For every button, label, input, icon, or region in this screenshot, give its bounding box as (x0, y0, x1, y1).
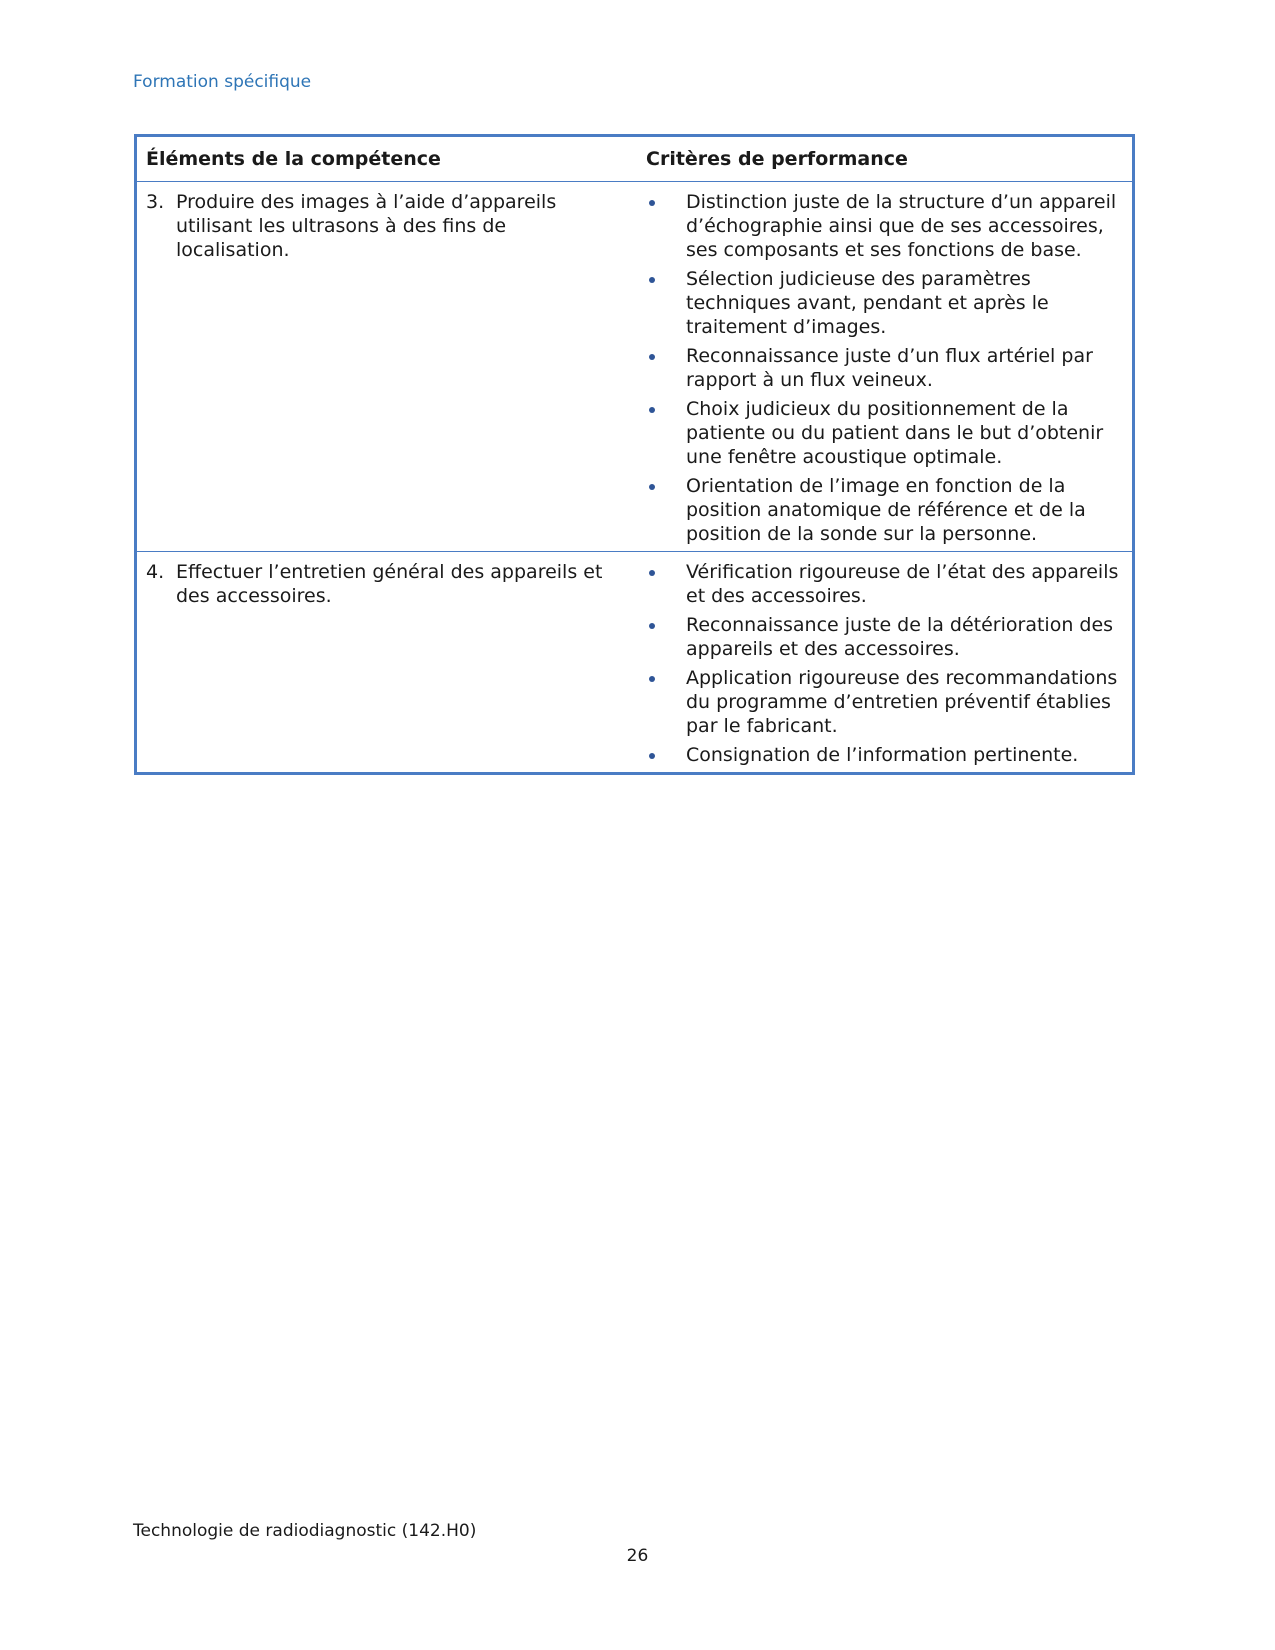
criteria-text: Reconnaissance juste de la détérioration des appareils et des accessoires. (686, 614, 1114, 660)
competence-table (134, 134, 1135, 775)
criteria-text: Application rigoureuse des recommandations du programme d’entretien préventif établies par le fabricant. (686, 667, 1118, 737)
criteria-item (646, 666, 1132, 738)
criteria-item (646, 190, 1132, 262)
element-text: Effectuer l’entretien général des appareils et des accessoires. (176, 561, 603, 607)
criteria-text: Vérification rigoureuse de l’état des appareils et des accessoires. (686, 561, 1119, 607)
criteria-item (646, 560, 1132, 608)
element-number: 3. (146, 191, 165, 213)
bullet-icon (646, 190, 686, 262)
element-text: Produire des images à l’aide d’appareils utilisant les ultrasons à des fins de localisation. (176, 191, 557, 261)
section-header: Formation spécifique (133, 72, 312, 92)
criteria-item (646, 743, 1132, 767)
criteria-text: Choix judicieux du positionnement de la patiente ou du patient dans le but d’obtenir une fenêtre acoustique optimale. (686, 398, 1104, 468)
criteria-item (646, 474, 1132, 546)
page-number: 26 (626, 1546, 649, 1566)
criteria-list (646, 190, 1132, 546)
criteria-text: Reconnaissance juste d’un flux artériel par rapport à un flux veineux. (686, 345, 1093, 391)
bullet-icon (646, 560, 686, 608)
bullet-icon (646, 397, 686, 469)
bullet-icon (646, 743, 686, 767)
criteria-item (646, 344, 1132, 392)
header-elements: Éléments de la compétence (146, 148, 441, 170)
table-row (137, 551, 1132, 772)
bullet-icon (646, 474, 686, 546)
header-criteria: Critères de performance (646, 148, 908, 170)
bullet-icon (646, 613, 686, 661)
criteria-list (646, 560, 1132, 767)
criteria-item (646, 613, 1132, 661)
criteria-item (646, 397, 1132, 469)
competence-element (146, 560, 637, 608)
criteria-text: Distinction juste de la structure d’un appareil d’échographie ainsi que de ses accessoires, ses composants et ses fonctions de base. (686, 191, 1117, 261)
criteria-text: Orientation de l’image en fonction de la position anatomique de référence et de la position de la sonde sur la personne. (686, 475, 1086, 545)
bullet-icon (646, 267, 686, 339)
criteria-item (646, 267, 1132, 339)
page-number-container (0, 1546, 1275, 1566)
bullet-icon (646, 344, 686, 392)
competence-element (146, 190, 637, 262)
footer-program-title: Technologie de radiodiagnostic (142.H0) (133, 1521, 477, 1541)
element-number: 4. (146, 561, 165, 583)
criteria-text: Sélection judicieuse des paramètres techniques avant, pendant et après le traitement d’images. (686, 268, 1049, 338)
table-row (137, 181, 1132, 551)
criteria-text: Consignation de l’information pertinente. (686, 744, 1079, 766)
table-header-row (137, 137, 1132, 181)
bullet-icon (646, 666, 686, 738)
